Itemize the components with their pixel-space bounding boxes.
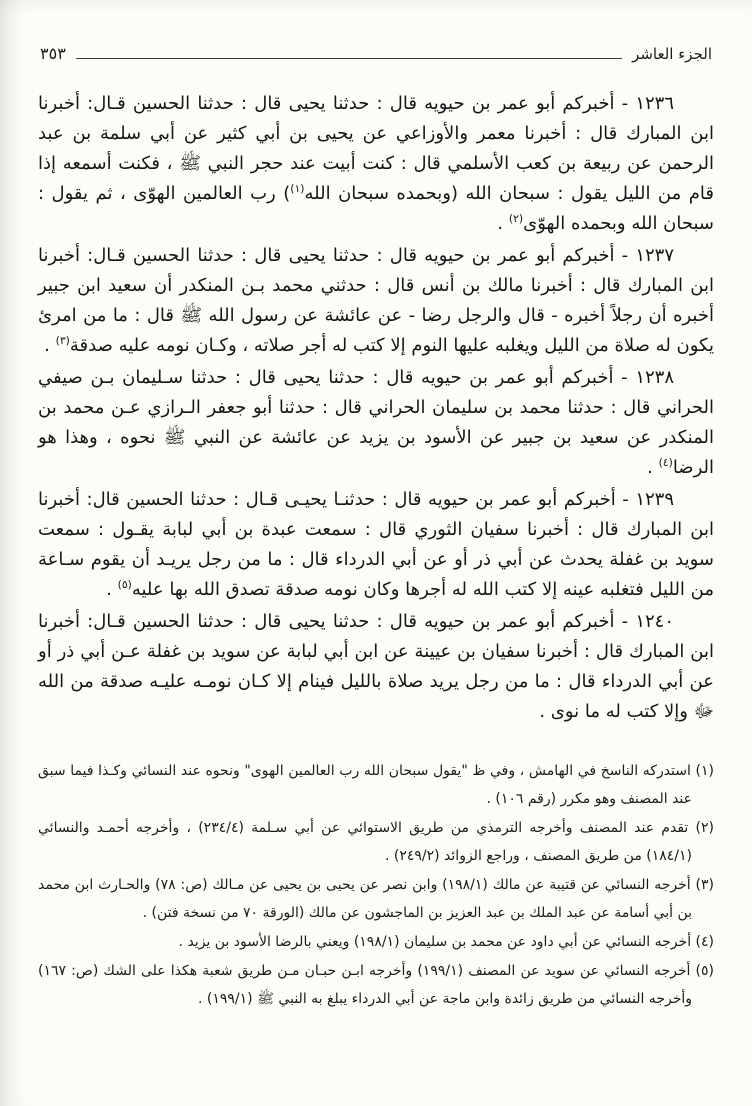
footnote-3: (٣) أخرجه النسائي عن قتيبة عن مالك (١٩٨/١) وابن نصر عن يحيى بن يحيى عن مـالك (ص: ٧٨) والحـارث ابن محمد بن أبي أسامة عن عبد الملك بن عبد العزيز بن الماجشون عن مالك (الورقة ٧٠ من نسخة فتن) . [38,877,714,921]
header-rule [76,58,622,59]
hadith-1236: ١٢٣٦ - أخبركم أبو عمر بن حيويه قال : حدثنا يحيى قال : حدثنا الحسين قـال: أخبرنا ابن المبارك قال : أخبرنا معمر والأوزاعي عن يحيى بن أبي كثير عن أبي سلمة بن عبد الرحمن عن ربيعة بن كعب الأسلمي قال : كنت أبيت عند حجر النبي ﷺ ، فكنت أسمعه إذا قام من الليل يقول : سبحان الله (وبحمده سبحان الله$^{(١)}$) رب العالمين الهوّى ، ثم يقول : سبحان الله وبحمده الهوّى$^{(٢)}$ . [38,93,714,234]
footnote-2: (٢) تقدم عند المصنف وأخرجه الترمذي من طريق الاستوائي عن أبي سـلمة (٢٣٤/٤) ، وأخرجه أحمـد والنسائي (١٨٤/١) من طريق المصنف ، وراجع الزوائد (٢٤٩/٢) . [38,820,714,864]
page-number: ٣٥٣ [40,44,66,63]
hadith-text-block [38,89,714,727]
running-head [38,44,714,63]
hadith-1240: ١٢٤٠ - أخبركم أبو عمر بن حيويه قال : حدثنا يحيى قال : حدثنا الحسين قـال: أخبرنا ابن المبارك قال : أخبرنا سفيان بن عيينة عن ابن أبي لبابة عن سويد بن غفلة عـن أبي ذر أو عن أبي الدرداء قال : ما من رجل يريد صلاة بالليل فينام إلا كـان نومـه عليـه صدقة من الله ﷻ وإلا كتب له ما نوى . [38,611,714,722]
hadith-1237: ١٢٣٧ - أخبركم أبو عمر بن حيويه قال : حدثنا يحيى قال : حدثنا الحسين قـال: أخبرنا ابن المبارك قال : أخبرنا مالك بن أنس قال : حدثني محمد بـن المنكدر أن سعيد ابن جبير أخبره أن رجلاً أخبره - قال والرجل رضا - عن عائشة عن رسول الله ﷺ قال : ما من امرئ يكون له صلاة من الليل ويغلبه عليها النوم إلا كتب له أجر صلاته ، وكـان نومه عليه صدقة$^{(٣)}$ . [38,245,714,356]
hadith-1238: ١٢٣٨ - أخبركم أبو عمر بن حيويه قال : حدثنا يحيى قال : حدثنا سـليمان بـن صيفي الحراني قال : حدثنا محمد بن سليمان الحراني قال : حدثنا أبو جعفر الـرازي عـن محمد بن المنكدر عن سعيد بن جبير عن الأسود بن يزيد عن عائشة عن النبي ﷺ نحوه ، وهذا هو الرضا$^{(٤)}$ . [38,367,714,478]
footnotes-block [38,757,714,1013]
footnote-5: (٥) أخرجه النسائي عن سويد عن المصنف (١٩٩/١) وأخرجه ابـن حبـان مـن طريق شعبة هكذا على الشك (ص: ١٦٧) وأخرجه النسائي من طريق زائدة وابن ماجة عن أبي الدرداء يبلغ به النبي ﷺ (١٩٩/١) . [38,963,714,1007]
hadith-1239: ١٢٣٩ - أخبركم أبو عمر بن حيويه قال : حدثنـا يحيـى قـال : حدثنا الحسين قال: أخبرنا ابن المبارك قال : أخبرنا سفيان الثوري قال : سمعت عبدة بن أبي لبابة يقـول : سمعت سويد بن غفلة يحدث عن أبي ذر أو عن أبي الدرداء قال : ما من رجل يريـد أن يقوم سـاعة من الليل فتغلبه عينه إلا كتب الله له أجرها وكان نومه صدقة تصدق الله بها عليه$^{(٥)}$ . [38,489,714,600]
footnote-1: (١) استدركه الناسخ في الهامش ، وفي ظ "يقول سبحان الله رب العالمين الهوى" ونحوه عند النسائي وكـذا فيما سبق عند المصنف وهو مكرر (رقم ١٠٦) . [38,763,714,807]
section-title: الجزء العاشر [632,45,712,63]
footnote-4: (٤) أخرجه النسائي عن أبي داود عن محمد بن سليمان (١٩٨/١) ويعني بالرضا الأسود بن يزيد . [178,934,714,950]
